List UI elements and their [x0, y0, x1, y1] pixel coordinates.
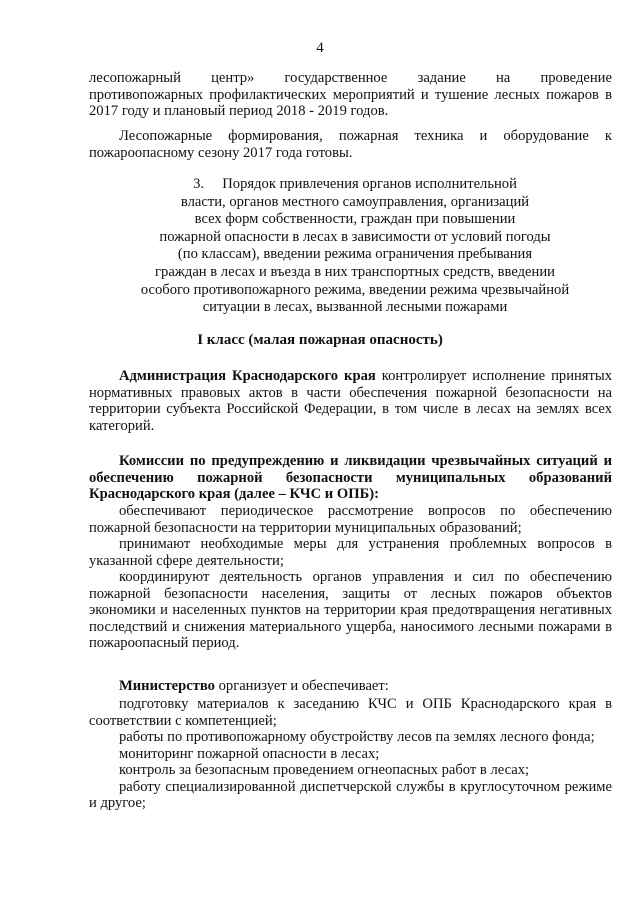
section-3-heading: [130, 176, 580, 317]
ministry-item: подготовку материалов к заседанию КЧС и ОПБ Краснодарского края в соответствии с компетенцией;: [89, 696, 612, 729]
commission-item: обеспечивают периодическое рассмотрение вопросов по обеспечению пожарной безопасности на территории муниципальных образований;: [89, 503, 612, 536]
admin-bold: Администрация Краснодарского края: [119, 368, 376, 384]
intro-paragraph: [89, 70, 612, 120]
commission-heading: Комиссии по предупреждению и ликвидации чрезвычайных ситуаций и обеспечению пожарной безопасности муниципальных образований Краснодарского края (далее – КЧС и ОПБ):: [89, 453, 612, 502]
admin-text: контролирует исполнение принятых нормативных правовых актов в части обеспечения пожарной безопасности на территории субъекта Российской Федерации, в том числе в лесах на землях всех категорий.: [89, 368, 613, 434]
ministry-bold: Министерство: [119, 678, 215, 694]
heading-line: 3. Порядок привлечения органов исполнительной: [193, 176, 517, 192]
readiness-paragraph: Лесопожарные формирования, пожарная техника и оборудование к пожароопасному сезону 2017 года готовы.: [89, 128, 612, 161]
heading-line: особого противопожарного режима, введении режима чрезвычайной: [140, 281, 570, 298]
intro-word: государственное: [284, 70, 388, 86]
ministry-text: организует и обеспечивает:: [214, 678, 389, 694]
intro-word: проведение: [540, 70, 612, 86]
intro-word: центр»: [211, 70, 255, 86]
ministry-paragraph: [89, 678, 612, 695]
heading-line: (по классам), введении режима ограничения пребывания: [177, 246, 533, 263]
heading-line: граждан в лесах и въезда в них транспортных средств, введении: [155, 263, 555, 280]
admin-paragraph: [89, 368, 612, 434]
heading-line: всех форм собственности, граждан при повышении: [194, 211, 516, 228]
heading-line: власти, органов местного самоуправления, организаций: [180, 193, 530, 210]
intro-rest: противопожарных профилактических мероприятий и тушение лесных пожаров в 2017 году и плановый период 2018 - 2019 годов.: [89, 86, 612, 119]
ministry-item: работы по противопожарному обустройству лесов па землях лесного фонда;: [119, 729, 595, 745]
heading-line: пожарной опасности в лесах в зависимости от условий погоды: [159, 228, 551, 245]
commission-item: координируют деятельность органов управления и сил по обеспечению пожарной безопасности населения, защиты от лесных пожаров объектов экономики и населенных пунктов на территории края предотвращения негативных последствий и снижения материального ущерба, наносимого лесными пожарами в пожароопасный период.: [89, 569, 612, 651]
commission-list: [89, 503, 612, 652]
ministry-list: [89, 696, 612, 812]
class-1-heading: I класс (малая пожарная опасность): [197, 332, 443, 348]
ministry-item: работу специализированной диспетчерской службы в круглосуточном режиме и другое;: [89, 778, 612, 811]
page-number: 4: [316, 40, 324, 56]
heading-line: ситуации в лесах, вызванной лесными пожарами: [202, 299, 508, 316]
ministry-item: контроль за безопасным проведением огнеопасных работ в лесах;: [119, 762, 530, 778]
ministry-item: мониторинг пожарной опасности в лесах;: [119, 745, 380, 762]
intro-word: лесопожарный: [89, 70, 181, 86]
intro-word: на: [495, 70, 511, 86]
commission-item: принимают необходимые меры для устранения проблемных вопросов в указанной сфере деятельности;: [89, 536, 612, 569]
intro-first-line: [89, 70, 612, 87]
intro-word: задание: [417, 70, 466, 86]
